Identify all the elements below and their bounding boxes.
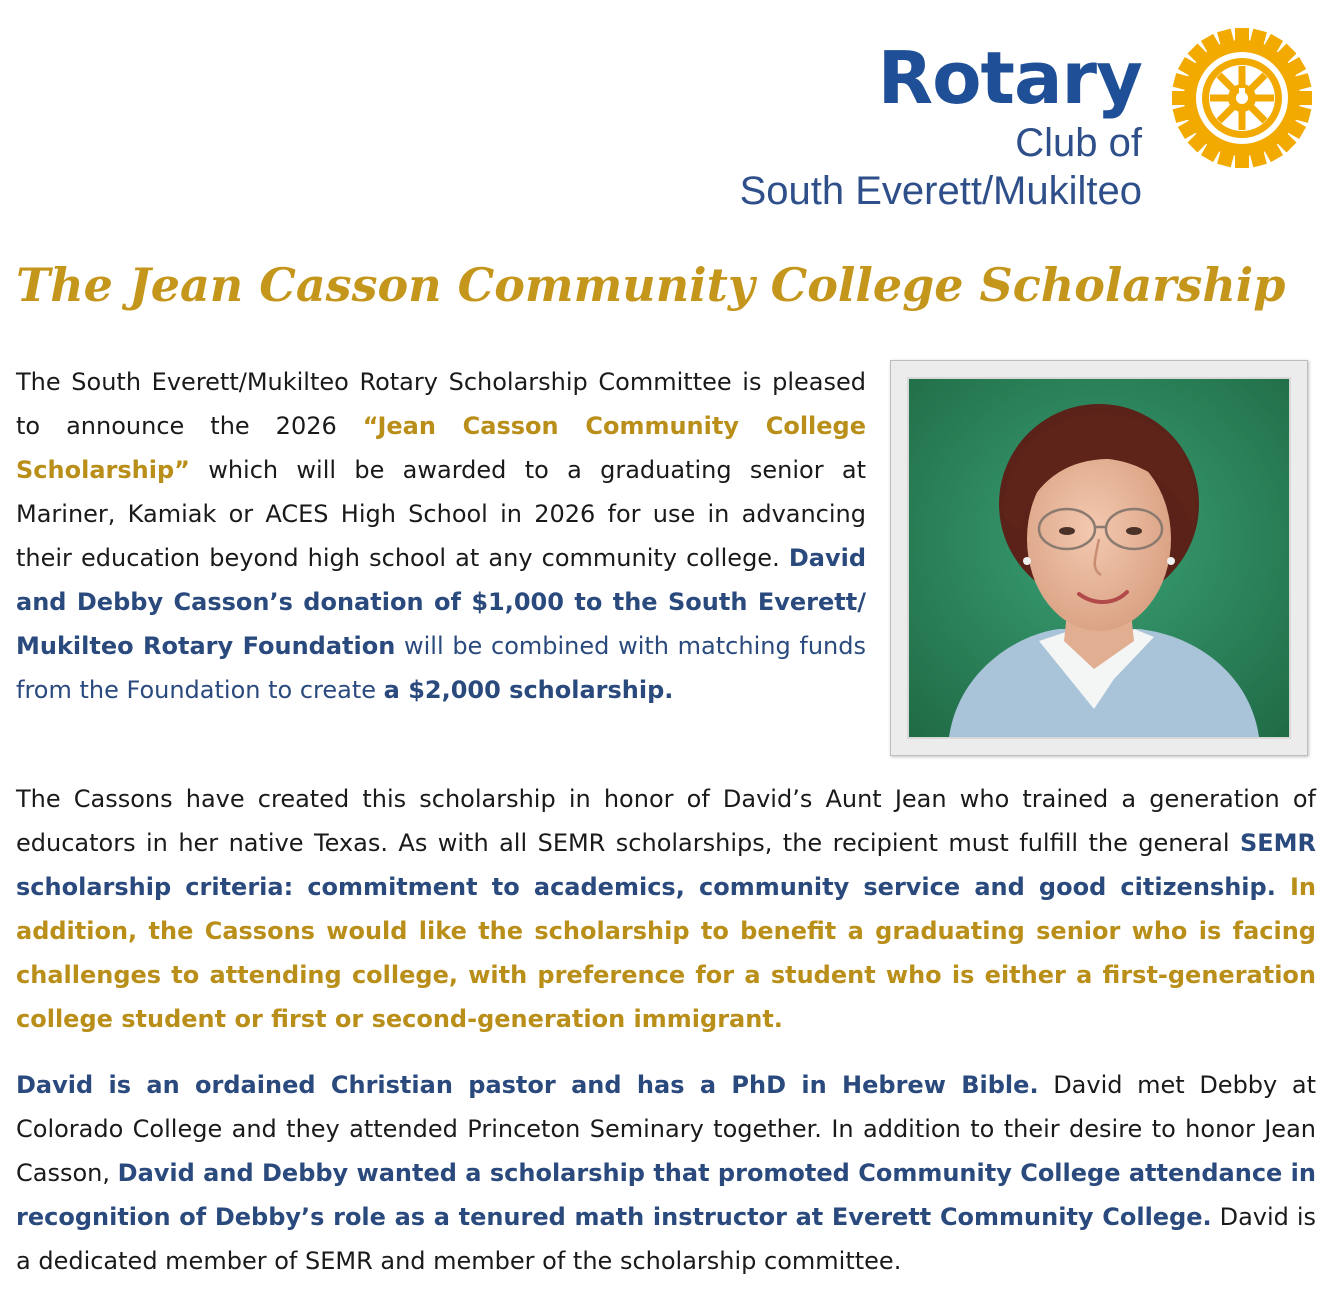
portrait-photo bbox=[907, 377, 1291, 739]
purpose-highlight: David and Debby wanted a scholarship that promoted Community College attendance in recognition of Debby’s role as a tenured math instructor at Everett Community College. bbox=[16, 1159, 1316, 1231]
david-highlight: David is an ordained Christian pastor and has a PhD in Hebrew Bible. bbox=[16, 1071, 1039, 1099]
scholarship-amount: a $2,000 scholarship. bbox=[383, 676, 674, 704]
portrait-illustration bbox=[909, 379, 1289, 737]
paragraph-about-donors bbox=[16, 1063, 1316, 1283]
donation-highlight: David and Debby Casson’s donation of $1,000 to the South Everett/ Mukilteo Rotary Foundation bbox=[16, 544, 866, 660]
rotary-wheel-icon bbox=[1172, 28, 1312, 168]
text-run: The South Everett/Mukilteo Rotary Scholarship Committee is pleased to announce the 2026 bbox=[16, 368, 866, 440]
text-run: David met Debby at Colorado College and they attended Princeton Seminary together. In addition to their desire to honor Jean Casson, bbox=[16, 1071, 1316, 1187]
logo-club-name: South Everett/Mukilteo bbox=[739, 169, 1142, 213]
text-run: David is a dedicated member of SEMR and member of the scholarship committee. bbox=[16, 1203, 1316, 1275]
logo-text bbox=[740, 38, 1142, 214]
text-run: The Cassons have created this scholarship in honor of David’s Aunt Jean who trained a generation of educators in her native Texas. As with all SEMR scholarships, the recipient must fulfill the general bbox=[16, 785, 1316, 857]
paragraph-announcement bbox=[16, 360, 866, 712]
scholarship-name: “Jean Casson Community College Scholarship” bbox=[16, 412, 867, 484]
text-run: which will be awarded to a graduating senior at Mariner, Kamiak or ACES High School in 2026 for use in advancing their education beyond high school at any community college. bbox=[16, 456, 866, 572]
criteria-highlight: SEMR scholarship criteria: commitment to academics, community service and good citizenship. bbox=[16, 829, 1316, 901]
page-title: The Jean Casson Community College Scholarship bbox=[16, 258, 1286, 312]
logo-club-of: Club of bbox=[1015, 121, 1142, 165]
text-run: will be combined with matching funds from the Foundation to create bbox=[16, 632, 866, 704]
preference-highlight: In addition, the Cassons would like the scholarship to benefit a graduating senior who is facing challenges to attending college, with preference for a student who is either a first-generation college student or first or second-generation immigrant. bbox=[16, 873, 1316, 1033]
rotary-logo bbox=[700, 18, 1320, 228]
paragraph-criteria bbox=[16, 777, 1316, 1041]
logo-wordmark: Rotary bbox=[877, 36, 1142, 120]
portrait-frame bbox=[890, 360, 1308, 756]
